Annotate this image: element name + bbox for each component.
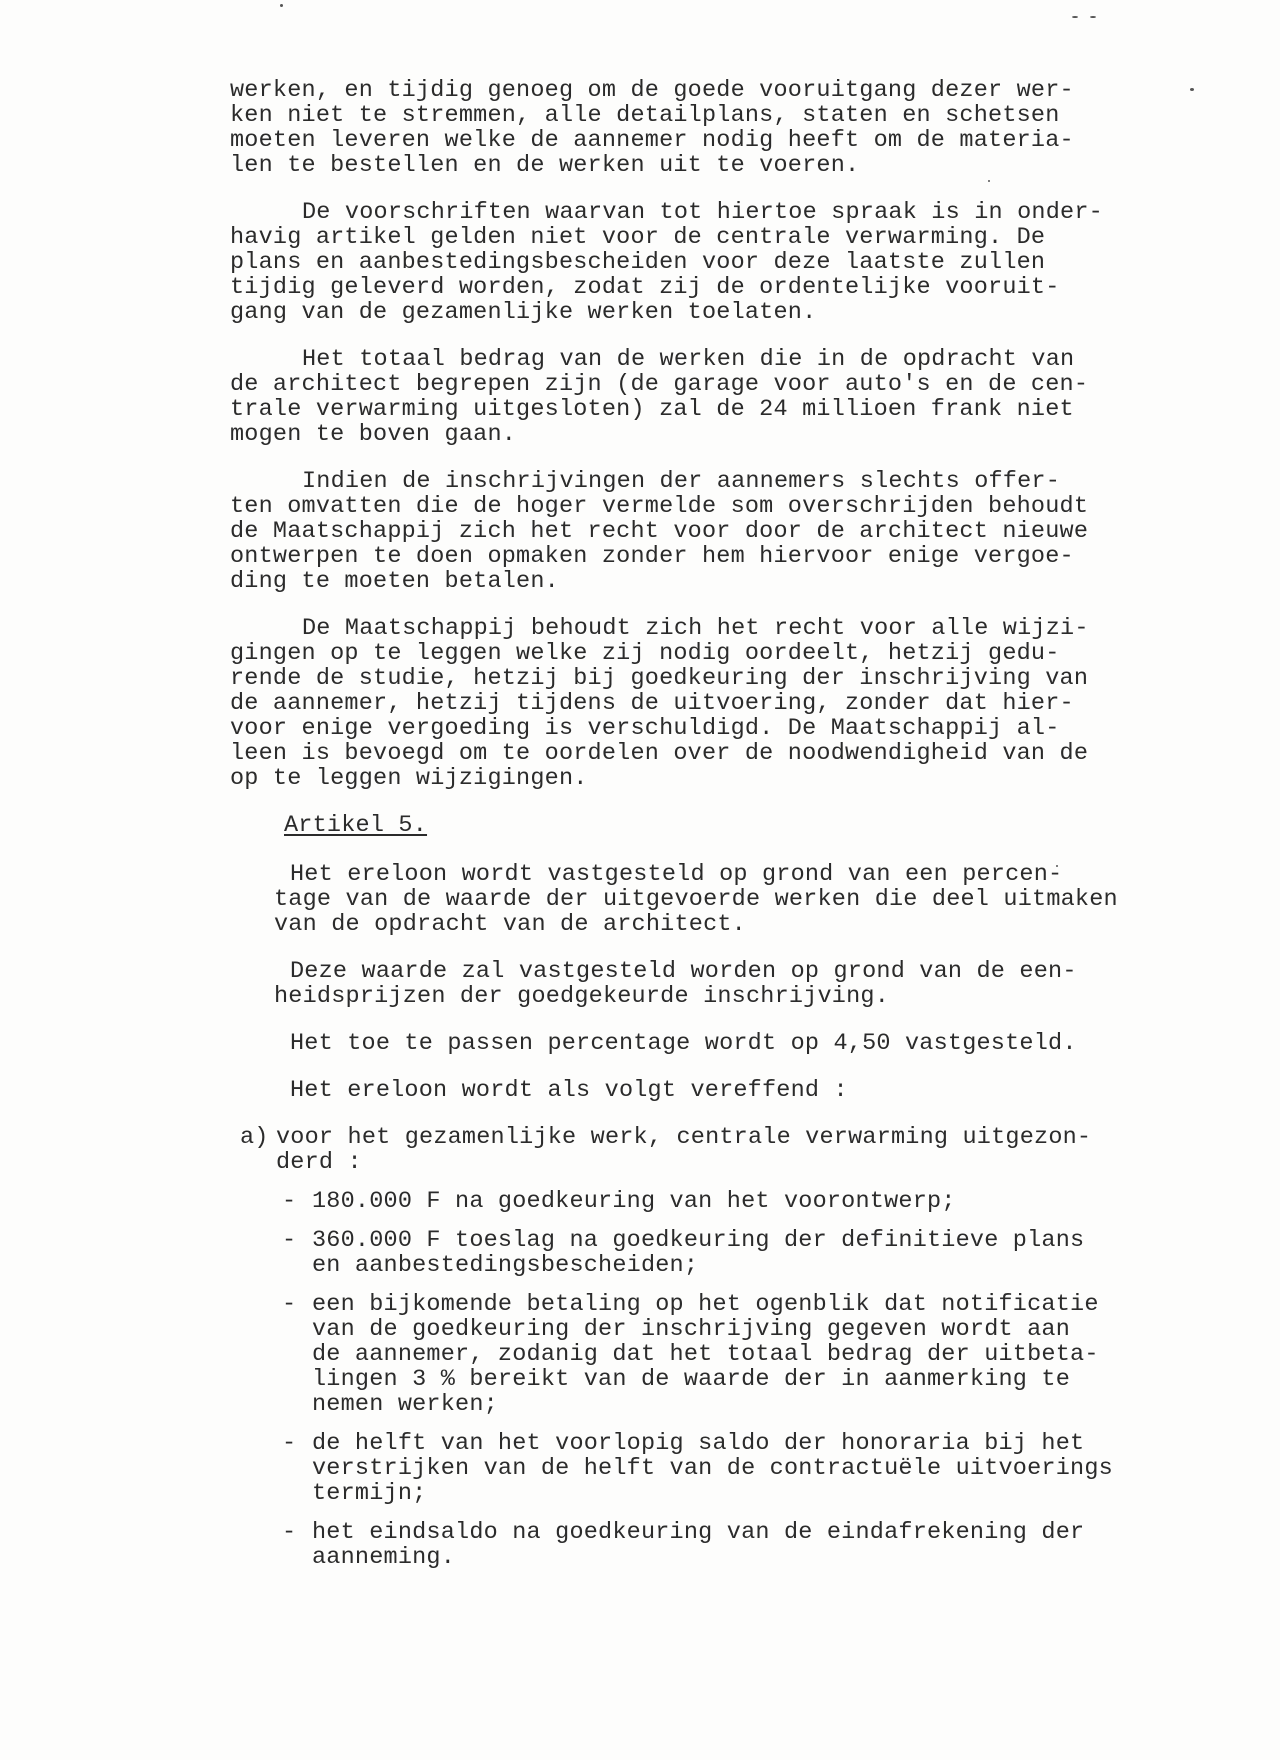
text-line: van de opdracht van de architect.: [274, 911, 746, 938]
text-line: heidsprijzen der goedgekeurde inschrijving.: [274, 983, 889, 1010]
text-line: ken niet te stremmen, alle detailplans, staten en schetsen: [230, 102, 1060, 129]
text-line: Indien de inschrijvingen der aannemers slechts offer-: [302, 468, 1061, 495]
dash-marker: -: [282, 1430, 297, 1457]
text-line: de aannemer, hetzij tijdens de uitvoering, zonder dat hier-: [230, 690, 1074, 717]
text-line: plans en aanbestedingsbescheiden voor deze laatste zullen: [230, 249, 1046, 276]
text-line: het eindsaldo na goedkeuring van de eindafrekening der: [312, 1519, 1085, 1546]
paragraph-3: [230, 347, 1130, 447]
dash-marker: -: [282, 1188, 297, 1215]
text-line: Het ereloon wordt als volgt vereffend :: [290, 1077, 848, 1104]
dash-marker: -: [282, 1291, 297, 1318]
text-line: op te leggen wijzigingen.: [230, 765, 588, 792]
paragraph-2: [230, 200, 1130, 325]
article-paragraph-2: [230, 959, 1130, 1009]
text-line: mogen te boven gaan.: [230, 421, 517, 448]
scan-speck: [1090, 16, 1096, 18]
text-line: 360.000 F toeslag na goedkeuring der definitieve plans: [312, 1227, 1085, 1254]
payment-schedule-list: [282, 1189, 1130, 1570]
text-line: 180.000 F na goedkeuring van het voorontwerp;: [312, 1188, 956, 1215]
dash-marker: -: [282, 1519, 297, 1546]
paragraph-4: [230, 469, 1130, 594]
list-marker: a): [240, 1124, 269, 1151]
text-line: Het totaal bedrag van de werken die in de opdracht van: [302, 346, 1075, 373]
list-item: [282, 1520, 1130, 1570]
list-item-a: [230, 1125, 1130, 1175]
settlement-intro-line: [230, 1078, 1130, 1103]
text-line: derd :: [276, 1149, 362, 1176]
text-line: rende de studie, hetzij bij goedkeuring der inschrijving van: [230, 665, 1089, 692]
scan-speck: [280, 4, 283, 7]
paragraph-5: [230, 616, 1130, 791]
text-line: termijn;: [312, 1480, 427, 1507]
scan-speck: [1072, 16, 1078, 18]
text-line: aanneming.: [312, 1544, 456, 1571]
text-line: de architect begrepen zijn (de garage voor auto's en de cen-: [230, 371, 1089, 398]
text-line: Het toe te passen percentage wordt op 4,50 vastgesteld.: [290, 1030, 1077, 1057]
text-line: De Maatschappij behoudt zich het recht voor alle wijzi-: [302, 615, 1089, 642]
text-line: havig artikel gelden niet voor de centrale verwarming. De: [230, 224, 1046, 251]
text-line: Het ereloon wordt vastgesteld op grond van een percen-: [290, 861, 1063, 888]
text-line: nemen werken;: [312, 1391, 498, 1418]
text-line: gingen op te leggen welke zij nodig oordeelt, hetzij gedu-: [230, 640, 1060, 667]
list-item: [282, 1431, 1130, 1506]
text-line: trale verwarming uitgesloten) zal de 24 millioen frank niet: [230, 396, 1074, 423]
text-line: voor het gezamenlijke werk, centrale verwarming uitgezon-: [276, 1124, 1092, 1151]
text-line: tage van de waarde der uitgevoerde werken die deel uitmaken: [274, 886, 1118, 913]
article-paragraph-1: [230, 862, 1130, 937]
list-item: [282, 1292, 1130, 1417]
text-line: van de goedkeuring der inschrijving gegeven wordt aan: [312, 1316, 1071, 1343]
text-line: de helft van het voorlopig saldo der honoraria bij het: [312, 1430, 1085, 1457]
list-item: [282, 1189, 1130, 1214]
paragraph-1: [230, 78, 1130, 178]
text-line: de aannemer, zodanig dat het totaal bedrag der uitbeta-: [312, 1341, 1099, 1368]
text-line: gang van de gezamenlijke werken toelaten.: [230, 299, 817, 326]
text-line: Deze waarde zal vastgesteld worden op grond van de een-: [290, 958, 1077, 985]
dash-marker: -: [282, 1227, 297, 1254]
text-line: en aanbestedingsbescheiden;: [312, 1252, 699, 1279]
list-item: [282, 1228, 1130, 1278]
article-heading: [230, 813, 1130, 838]
text-line: werken, en tijdig genoeg om de goede vooruitgang dezer wer-: [230, 77, 1074, 104]
text-line: een bijkomende betaling op het ogenblik dat notificatie: [312, 1291, 1099, 1318]
text-line: moeten leveren welke de aannemer nodig heeft om de materia-: [230, 127, 1074, 154]
text-line: leen is bevoegd om te oordelen over de noodwendigheid van de: [230, 740, 1089, 767]
article-heading-text: Artikel 5.: [284, 812, 428, 839]
text-line: verstrijken van de helft van de contractuële uitvoerings: [312, 1455, 1113, 1482]
text-line: ding te moeten betalen.: [230, 568, 559, 595]
text-line: lingen 3 % bereikt van de waarde der in aanmerking te: [312, 1366, 1071, 1393]
text-line: ten omvatten die de hoger vermelde som overschrijden behoudt: [230, 493, 1089, 520]
text-line: tijdig geleverd worden, zodat zij de ordentelijke vooruit-: [230, 274, 1060, 301]
text-line: de Maatschappij zich het recht voor door de architect nieuwe: [230, 518, 1089, 545]
document-body: [230, 78, 1130, 1584]
text-line: De voorschriften waarvan tot hiertoe spraak is in onder-: [302, 199, 1103, 226]
text-line: ontwerpen te doen opmaken zonder hem hiervoor enige vergoe-: [230, 543, 1074, 570]
text-line: len te bestellen en de werken uit te voeren.: [230, 152, 860, 179]
text-line: voor enige vergoeding is verschuldigd. De Maatschappij al-: [230, 715, 1060, 742]
percentage-line: [230, 1031, 1130, 1056]
scan-speck: [1190, 88, 1194, 91]
